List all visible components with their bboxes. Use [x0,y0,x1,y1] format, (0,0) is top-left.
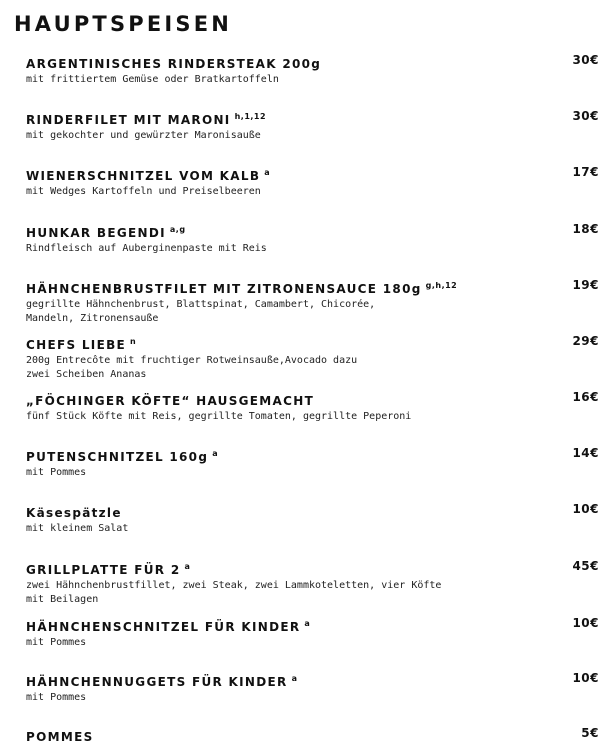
item-description: mit Pommes [26,692,87,703]
item-description: zwei Hähnchenbrustfillet, zwei Steak, zwei Lammkoteletten, vier Köfte mit Beilagen [26,580,442,605]
menu-item [26,278,599,326]
allergen-codes: a [264,168,271,177]
item-description: Rindfleisch auf Auberginenpaste mit Reis [26,243,267,254]
item-price: 14€ [572,446,599,460]
item-description: mit gekochter und gewürzter Maronisauße [26,130,261,141]
item-name: POMMES [26,730,94,744]
menu-item [26,334,599,382]
menu-item [26,53,599,87]
menu-item [26,726,599,746]
item-name: HUNKAR BEGENDI $^{a,g}$ [26,225,186,240]
allergen-codes: n [130,337,137,346]
item-name: PUTENSCHNITZEL 160g $^a$ [26,449,219,464]
item-name: RINDERFILET MIT MARONI $^{h,1,12}$ [26,112,267,127]
allergen-codes: g,h,12 [425,281,458,290]
menu-item [26,559,599,607]
item-description: mit Pommes [26,467,87,478]
item-name: HÄHNCHENNUGGETS FÜR KINDER $^a$ [26,674,298,689]
item-name: GRILLPLATTE FÜR 2 $^a$ [26,562,191,577]
item-name: CHEFS LIEBE $^n$ [26,337,137,352]
allergen-codes: a [212,449,219,458]
item-price: 18€ [572,222,599,236]
item-price: 17€ [572,165,599,179]
item-description: gegrillte Hähnchenbrust, Blattspinat, Camambert, Chicorée, Mandeln, Zitronensauße [26,299,376,324]
item-name: „FÖCHINGER KÖFTE“ HAUSGEMACHT [26,394,315,408]
item-price: 30€ [572,109,599,123]
item-price: 30€ [572,53,599,67]
item-price: 10€ [572,616,599,630]
item-description: mit Wedges Kartoffeln und Preiselbeeren [26,186,261,197]
item-description: mit frittiertem Gemüse oder Bratkartoffeln [26,74,279,85]
item-description: mit Pommes [26,637,87,648]
item-price: 10€ [572,671,599,685]
allergen-codes: a [291,674,298,683]
menu-item [26,502,599,536]
item-name: HÄHNCHENSCHNITZEL FÜR KINDER $^a$ [26,619,311,634]
menu-item [26,390,599,424]
item-price: 16€ [572,390,599,404]
menu-item [26,446,599,480]
item-name: Käsespätzle [26,506,122,520]
item-price: 19€ [572,278,599,292]
item-name: ARGENTINISCHES RINDERSTEAK 200g [26,57,322,71]
menu-item [26,671,599,705]
item-description: 200g Entrecôte mit fruchtiger Rotweinsauße,Avocado dazu zwei Scheiben Ananas [26,355,358,380]
item-description: mit kleinem Salat [26,523,129,534]
menu-item [26,616,599,650]
item-description: fünf Stück Köfte mit Reis, gegrillte Tomaten, gegrillte Peperoni [26,411,412,422]
menu-item [26,165,599,199]
allergen-codes: a,g [169,225,186,234]
page-title: HAUPTSPEISEN [14,12,233,36]
allergen-codes: h,1,12 [234,112,267,121]
item-name: WIENERSCHNITZEL VOM KALB $^a$ [26,168,271,183]
item-price: 45€ [572,559,599,573]
item-price: 5€ [581,726,599,740]
item-price: 29€ [572,334,599,348]
allergen-codes: a [304,619,311,628]
item-price: 10€ [572,502,599,516]
allergen-codes: a [184,562,191,571]
menu-item [26,222,599,256]
item-name: HÄHNCHENBRUSTFILET MIT ZITRONENSAUCE 180g $^{g,h,12}$ [26,281,458,296]
menu-item [26,109,599,143]
